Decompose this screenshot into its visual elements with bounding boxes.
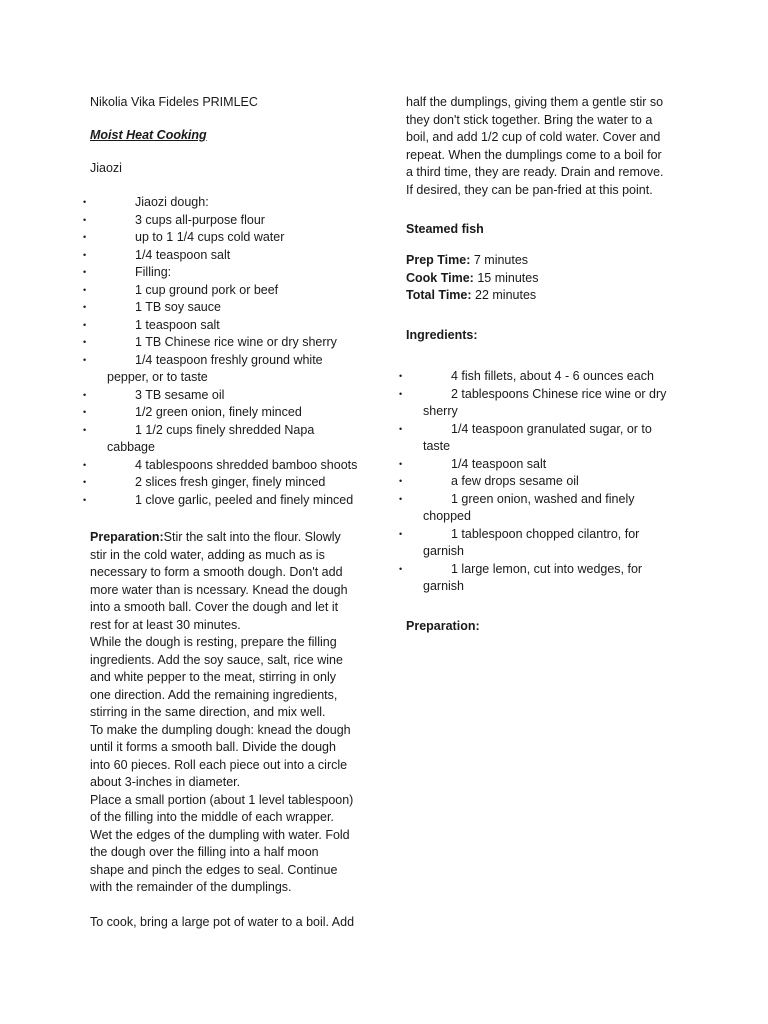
list-item-continuation: sherry <box>423 404 458 418</box>
bullet-icon: • <box>83 319 87 330</box>
list-item-text: 1 cup ground pork or beef <box>135 282 279 297</box>
list-item-text: 4 fish fillets, about 4 - 6 ounces each <box>451 369 654 383</box>
bullet-icon: • <box>399 476 403 486</box>
steamed-fish-preparation-title: Preparation: <box>406 619 480 633</box>
steamed-fish-ingredients-title: Ingredients: <box>406 328 478 342</box>
bullet-icon: • <box>399 563 403 574</box>
total-time-label: Total Time: <box>406 288 472 302</box>
bullet-icon: • <box>83 267 87 277</box>
total-time-value: 22 minutes <box>475 288 537 302</box>
jiaozi-preparation-line: of the filling into the middle of each wrapper. <box>90 810 334 824</box>
prep-time-row <box>406 252 538 270</box>
steamed-fish-times <box>406 252 538 305</box>
jiaozi-ingredient-list <box>83 194 372 509</box>
list-item-continuation: garnish <box>423 579 464 593</box>
list-item-text: 1 tablespoon chopped cilantro, for <box>451 526 640 541</box>
list-item-text: 4 tablespoons shredded bamboo shoots <box>135 457 358 472</box>
list-item <box>83 229 372 247</box>
list-item-text: 1/4 teaspoon granulated sugar, or to <box>451 421 652 436</box>
bullet-icon: • <box>83 389 87 400</box>
list-item-text: 1/2 green onion, finely minced <box>135 405 302 419</box>
jiaozi-cook-continued-line: half the dumplings, giving them a gentle stir so <box>406 95 664 109</box>
jiaozi-preparation-line: stirring in the same direction, and mix well. <box>90 705 326 719</box>
list-item-continuation: cabbage <box>107 440 155 454</box>
list-item-text: 1/4 teaspoon salt <box>451 456 547 471</box>
jiaozi-preparation-line: and white pepper to the meat, stirring in only <box>90 670 336 684</box>
jiaozi-preparation-line: into 60 pieces. Roll each piece out into a circle <box>90 757 348 772</box>
bullet-icon: • <box>83 214 87 225</box>
bullet-icon: • <box>83 337 87 347</box>
jiaozi-preparation-line: stir in the cold water, adding as much as is <box>90 547 325 562</box>
list-item <box>83 212 372 230</box>
jiaozi-preparation-line: Wet the edges of the dumpling with water. Fold <box>90 827 350 842</box>
list-item <box>83 387 372 405</box>
cook-time-row <box>406 270 538 288</box>
jiaozi-cook-continued-line: boil, and add 1/2 cup of cold water. Cover and <box>406 130 661 144</box>
list-item <box>83 282 372 300</box>
section-title: Moist Heat Cooking <box>90 128 207 142</box>
bullet-icon: • <box>83 407 87 417</box>
bullet-icon: • <box>83 284 87 295</box>
list-item-text: Jiaozi dough: <box>135 195 209 209</box>
jiaozi-preparation-line: about 3-inches in diameter. <box>90 775 241 789</box>
bullet-icon: • <box>83 249 87 260</box>
list-item <box>83 317 372 335</box>
list-item-continuation: garnish <box>423 544 464 558</box>
bullet-icon: • <box>83 197 87 207</box>
list-item-text: 3 cups all-purpose flour <box>135 212 265 227</box>
list-item <box>83 264 372 282</box>
bullet-icon: • <box>399 371 403 381</box>
list-item <box>399 456 676 474</box>
list-item-text: 1 teaspoon salt <box>135 317 220 332</box>
list-item-text: 1 1/2 cups finely shredded Napa <box>135 422 315 437</box>
jiaozi-title: Jiaozi <box>90 161 122 175</box>
bullet-icon: • <box>83 477 87 487</box>
jiaozi-preparation-line: Place a small portion (about 1 level tablespoon) <box>90 792 354 807</box>
bullet-icon: • <box>399 458 403 469</box>
bullet-icon: • <box>83 424 87 435</box>
prep-time-label: Prep Time: <box>406 253 471 267</box>
list-item <box>83 194 372 212</box>
list-item <box>399 561 676 596</box>
list-item-text: 2 tablespoons Chinese rice wine or dry <box>451 386 667 401</box>
list-item <box>83 247 372 265</box>
bullet-icon: • <box>83 232 87 242</box>
list-item-text: up to 1 1/4 cups cold water <box>135 230 285 244</box>
list-item <box>399 526 676 561</box>
bullet-icon: • <box>399 528 403 539</box>
jiaozi-preparation-line: rest for at least 30 minutes. <box>90 617 241 632</box>
steamed-fish-title: Steamed fish <box>406 222 484 236</box>
jiaozi-preparation <box>90 529 372 897</box>
jiaozi-preparation-line: To make the dumpling dough: knead the dough <box>90 722 351 737</box>
jiaozi-preparation-line: necessary to form a smooth dough. Don't add <box>90 565 343 579</box>
list-item-text: 2 slices fresh ginger, finely minced <box>135 475 326 489</box>
jiaozi-preparation-line: the dough over the filling into a half moon <box>90 845 319 859</box>
jiaozi-preparation-line: shape and pinch the edges to seal. Continue <box>90 862 338 877</box>
jiaozi-cook-continued <box>406 94 664 199</box>
jiaozi-preparation-line: one direction. Add the remaining ingredients, <box>90 687 338 702</box>
steamed-fish-ingredient-list <box>399 368 676 596</box>
jiaozi-preparation-line: While the dough is resting, prepare the filling <box>90 635 337 649</box>
jiaozi-preparation-line: more water than is ncessary. Knead the dough <box>90 582 348 597</box>
list-item-text: 1/4 teaspoon salt <box>135 247 231 262</box>
jiaozi-cook-continued-line: a third time, they are ready. Drain and remove. <box>406 165 664 179</box>
list-item <box>83 404 372 422</box>
total-time-row <box>406 287 538 305</box>
jiaozi-preparation-body <box>90 547 372 897</box>
list-item <box>399 491 676 526</box>
bullet-icon: • <box>399 423 403 434</box>
list-item-continuation: taste <box>423 439 451 453</box>
list-item-text: 1 TB Chinese rice wine or dry sherry <box>135 335 337 349</box>
list-item-text: 1 clove garlic, peeled and finely minced <box>135 492 354 507</box>
cook-time-label: Cook Time: <box>406 270 474 285</box>
list-item-text: 1 TB soy sauce <box>135 300 221 314</box>
bullet-icon: • <box>399 388 403 399</box>
bullet-icon: • <box>83 302 87 312</box>
jiaozi-preparation-line: Stir the salt into the flour. Slowly <box>163 530 341 544</box>
jiaozi-preparation-first-line <box>90 529 372 547</box>
list-item-text: 3 TB sesame oil <box>135 387 225 402</box>
bullet-icon: • <box>83 494 87 505</box>
prep-time-value: 7 minutes <box>473 253 529 267</box>
author-name: Nikolia Vika Fideles PRIMLEC <box>90 95 258 109</box>
list-item <box>399 473 676 491</box>
bullet-icon: • <box>83 459 87 470</box>
jiaozi-preparation-line: with the remainder of the dumplings. <box>90 880 292 894</box>
list-item <box>83 474 372 492</box>
list-item <box>399 386 676 421</box>
jiaozi-cook-continued-line: they don't stick together. Bring the water to a <box>406 112 653 127</box>
list-item <box>83 422 372 457</box>
list-item <box>399 368 676 386</box>
cook-time-value: 15 minutes <box>477 270 539 285</box>
list-item <box>83 352 372 387</box>
jiaozi-cook-line: To cook, bring a large pot of water to a boil. Add <box>90 915 355 929</box>
jiaozi-preparation-line: into a smooth ball. Cover the dough and let it <box>90 600 339 614</box>
jiaozi-preparation-line: until it forms a smooth ball. Divide the dough <box>90 740 336 754</box>
list-item-continuation: pepper, or to taste <box>107 370 208 384</box>
list-item <box>83 334 372 352</box>
list-item <box>83 457 372 475</box>
jiaozi-cook-continued-line: repeat. When the dumplings come to a boil for <box>406 147 662 162</box>
list-item <box>83 299 372 317</box>
list-item-text: a few drops sesame oil <box>451 474 579 488</box>
jiaozi-preparation-line: ingredients. Add the soy sauce, salt, rice wine <box>90 652 343 667</box>
list-item-text: 1 green onion, washed and finely <box>451 491 635 506</box>
list-item-text: Filling: <box>135 265 172 279</box>
jiaozi-preparation-label: Preparation: <box>90 530 164 544</box>
list-item-continuation: chopped <box>423 509 471 523</box>
bullet-icon: • <box>399 493 403 504</box>
bullet-icon: • <box>83 354 87 365</box>
list-item <box>399 421 676 456</box>
list-item-text: 1 large lemon, cut into wedges, for <box>451 561 643 576</box>
list-item-text: 1/4 teaspoon freshly ground white <box>135 352 323 367</box>
list-item <box>83 492 372 510</box>
jiaozi-cook-continued-line: If desired, they can be pan-fried at this point. <box>406 182 653 197</box>
